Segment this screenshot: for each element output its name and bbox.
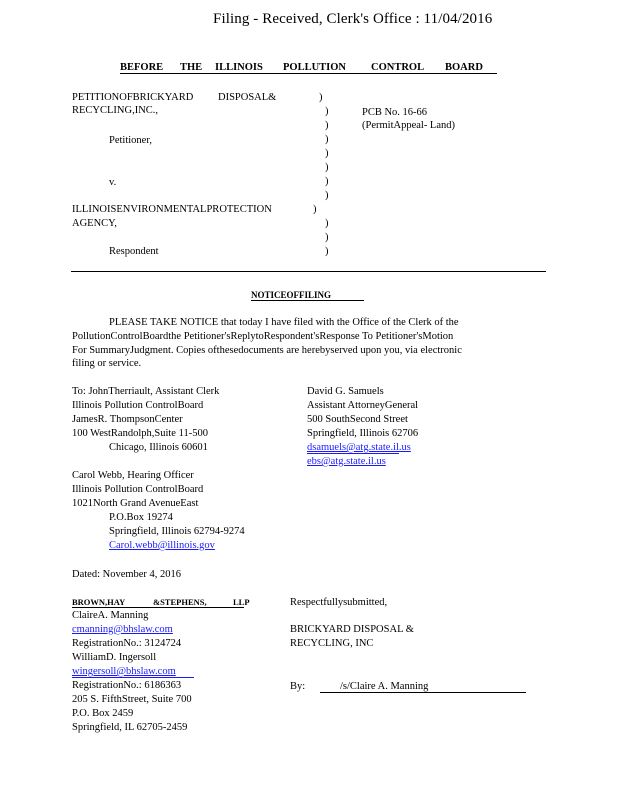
respondent-name-2: AGENCY,: [72, 218, 118, 229]
address-line: 500 SouthSecond Street: [307, 414, 408, 425]
address-line: David G. Samuels: [307, 386, 384, 397]
email-link-ebs[interactable]: ebs@atg.state.il.us: [307, 456, 386, 467]
board-title-word: ILLINOIS: [215, 62, 263, 73]
petitioner-role: Petitioner,: [109, 135, 153, 146]
email-link-carol-webb[interactable]: Carol.webb@illinois.gov: [109, 540, 215, 551]
notice-title: NOTICEOFFILING: [251, 290, 332, 300]
firm-name-2: &STEPHENS,: [153, 597, 207, 607]
firm-name: BROWN,HAY: [72, 597, 126, 607]
notice-body-line: For SummaryJudgment. Copies ofthesedocuments are herebyserved upon you, via electronic: [72, 345, 462, 356]
address-line: Springfield, Illinois 62794-9274: [109, 526, 245, 537]
petitioner-name-1: PETITIONOFBRICKYARD: [72, 92, 194, 103]
notice-body-line: filing or service.: [72, 358, 142, 369]
brace: ): [325, 190, 329, 201]
firm-line: RegistrationNo.: 3124724: [72, 638, 182, 649]
brace: ): [325, 218, 329, 229]
brace: ): [325, 120, 329, 131]
address-line: Assistant AttorneyGeneral: [307, 400, 419, 411]
notice-body-line: PLEASE TAKE NOTICE that today I have filed with the Office of the Clerk of the: [109, 317, 459, 328]
firm-line: RegistrationNo.: 6186363: [72, 680, 182, 691]
email-link-cmanning[interactable]: cmanning@bhslaw.com: [72, 624, 173, 635]
address-line: Illinois Pollution ControlBoard: [72, 400, 204, 411]
brace: ): [325, 162, 329, 173]
notice-title-underline: [251, 300, 364, 301]
board-title-word: BOARD: [445, 62, 483, 73]
board-title-word: THE: [180, 62, 203, 73]
brace: ): [325, 134, 329, 145]
signature-line: [320, 692, 526, 693]
address-line: P.O.Box 19274: [109, 512, 173, 523]
versus: v.: [109, 177, 117, 188]
address-line: 100 WestRandolph,Suite 11-500: [72, 428, 208, 439]
email-link-wingersoll[interactable]: wingersoll@bhslaw.com: [72, 666, 176, 677]
signature-name: /s/Claire A. Manning: [340, 681, 429, 692]
board-title-word: CONTROL: [371, 62, 425, 73]
address-line: Illinois Pollution ControlBoard: [72, 484, 204, 495]
brace: ): [313, 204, 317, 215]
respectfully-submitted: Respectfullysubmitted,: [290, 597, 388, 608]
firm-line: WilliamD. Ingersoll: [72, 652, 157, 663]
email-underline: [307, 453, 399, 454]
brace: ): [325, 232, 329, 243]
address-line: To: JohnTherriault, Assistant Clerk: [72, 386, 220, 397]
board-title-word: BEFORE: [120, 62, 164, 73]
company-name-1: BRICKYARD DISPOSAL &: [290, 624, 414, 635]
company-name-2: RECYCLING, INC: [290, 638, 374, 649]
address-line: JamesR. ThompsonCenter: [72, 414, 183, 425]
board-title-underline: [120, 73, 497, 74]
address-line: Carol Webb, Hearing Officer: [72, 470, 194, 481]
firm-line: Springfield, IL 62705-2459: [72, 722, 188, 733]
board-title-word: POLLUTION: [283, 62, 347, 73]
brace: ): [325, 106, 329, 117]
firm-line: 205 S. FifthStreet, Suite 700: [72, 694, 192, 705]
pcb-number: PCB No. 16-66: [362, 107, 428, 118]
by-label: By:: [290, 681, 306, 692]
respondent-role: Respondent: [109, 246, 159, 257]
dated-line: Dated: November 4, 2016: [72, 569, 182, 580]
firm-underline: [72, 607, 244, 608]
brace: ): [319, 92, 323, 103]
filing-stamp: Filing - Received, Clerk's Office : 11/04/2016: [213, 11, 493, 27]
brace: ): [325, 176, 329, 187]
petitioner-name-2: RECYCLING,INC.,: [72, 105, 159, 116]
brace: ): [325, 246, 329, 257]
firm-line: ClaireA. Manning: [72, 610, 149, 621]
address-line: 1021North Grand AvenueEast: [72, 498, 199, 509]
firm-line: P.O. Box 2459: [72, 708, 134, 719]
permit-appeal: (PermitAppeal- Land): [362, 120, 456, 131]
email-underline: [72, 677, 194, 678]
petitioner-name-1b: DISPOSAL&: [218, 92, 277, 103]
address-line: Chicago, Illinois 60601: [109, 442, 208, 453]
address-line: Springfield, Illinois 62706: [307, 428, 419, 439]
caption-divider: [71, 271, 546, 272]
notice-body-line: PollutionControlBoardthe Petitioner'sReplytoRespondent'sResponse To Petitioner'sMotion: [72, 331, 454, 342]
email-link-dsamuels[interactable]: dsamuels@atg.state.il.us: [307, 442, 411, 453]
brace: ): [325, 148, 329, 159]
firm-llp: LLP: [233, 597, 250, 607]
respondent-name-1: ILLINOISENVIRONMENTALPROTECTION: [72, 204, 272, 215]
